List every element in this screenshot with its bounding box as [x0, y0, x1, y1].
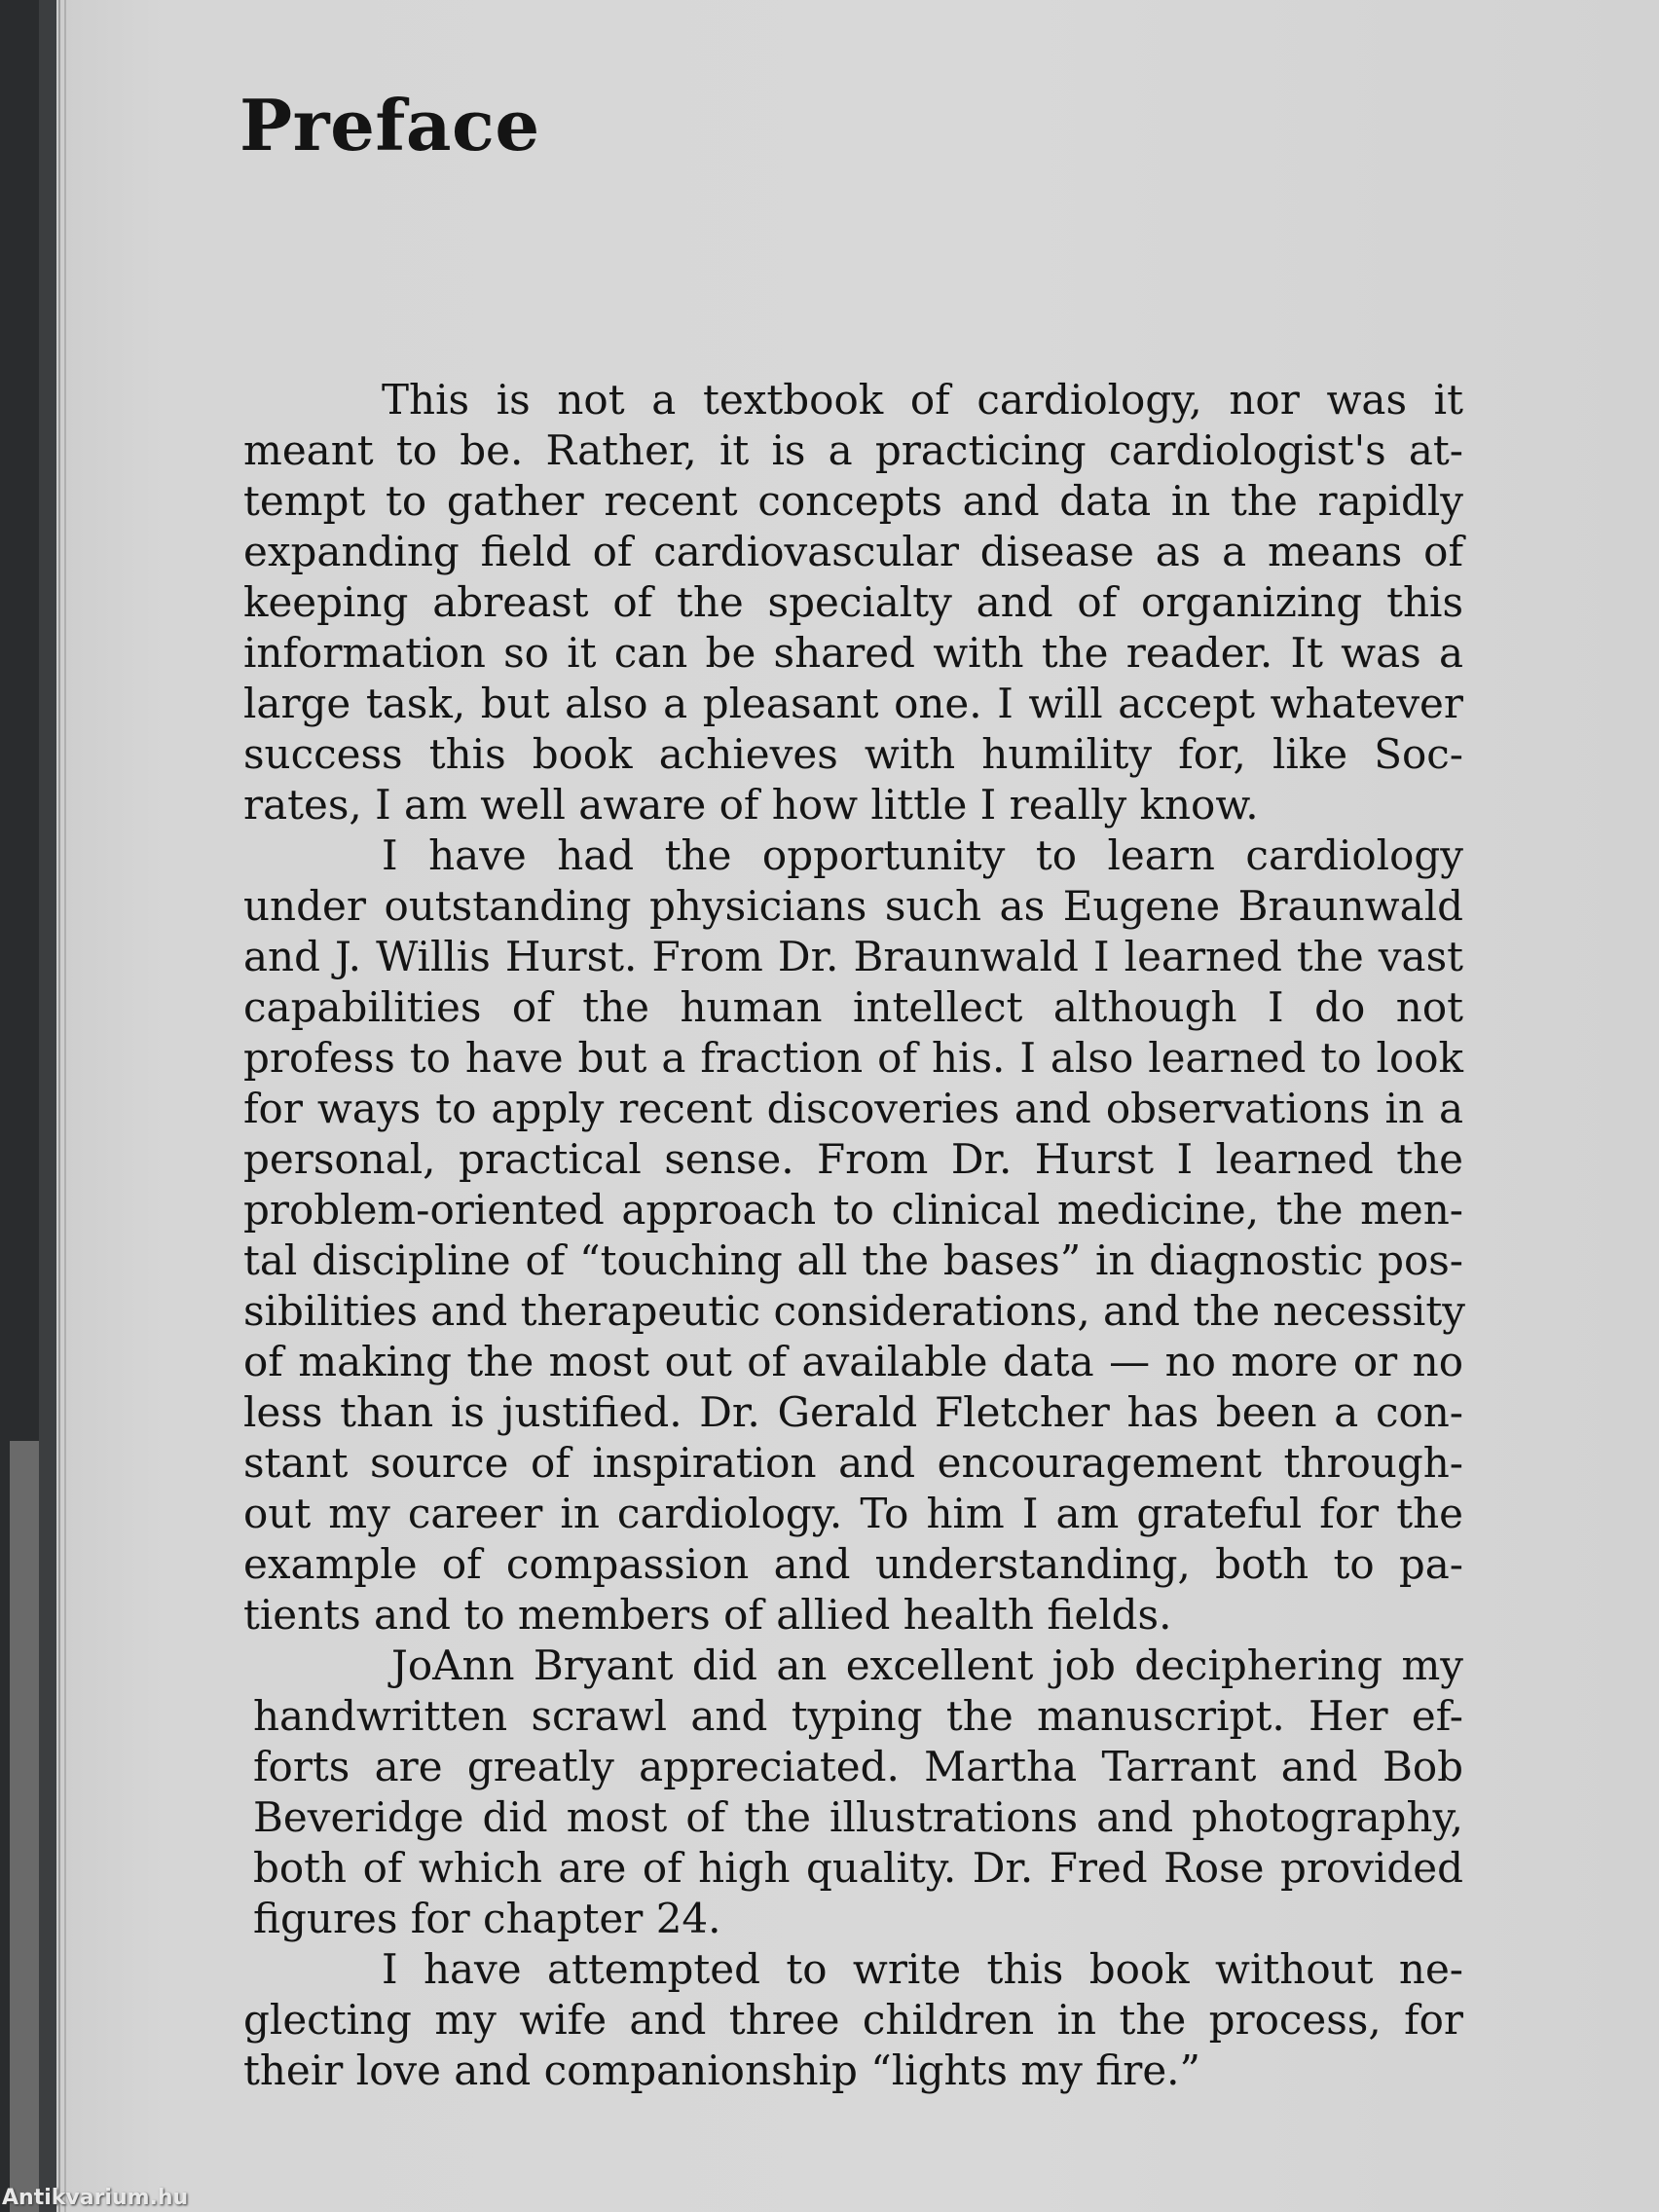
text-line: sibilities and therapeutic considerations, and the necessity [243, 1287, 1465, 1335]
text-line: of making the most out of available data — no more or no [243, 1338, 1463, 1385]
text-line: their love and companionship “lights my fire.” [243, 2046, 1201, 2094]
text-line: stant source of inspiration and encouragement through- [243, 1439, 1463, 1487]
text-line: I have had the opportunity to learn cardiology [382, 831, 1463, 879]
text-line: forts are greatly appreciated. Martha Tarrant and Bob [253, 1743, 1463, 1790]
text-line: out my career in cardiology. To him I am grateful for the [243, 1490, 1463, 1537]
text-line: profess to have but a fraction of his. I also learned to look [243, 1034, 1463, 1082]
text-line: keeping abreast of the specialty and of organizing this [243, 578, 1463, 626]
text-line: success this book achieves with humility for, like Soc- [243, 730, 1463, 778]
preface-body [243, 375, 1463, 2096]
paragraph [243, 830, 1463, 1641]
text-line: tients and to members of allied health fields. [243, 1591, 1172, 1639]
paragraph [243, 375, 1463, 830]
page-title: Preface [240, 84, 540, 166]
text-line: Beveridge did most of the illustrations and photography, [253, 1793, 1463, 1841]
text-line: glecting my wife and three children in the process, for [243, 1996, 1463, 2044]
text-line: personal, practical sense. From Dr. Hurst I learned the [243, 1135, 1463, 1183]
text-line: large task, but also a pleasant one. I will accept whatever [243, 680, 1463, 727]
text-line: tempt to gather recent concepts and data in the rapidly [243, 477, 1463, 525]
text-line: I have attempted to write this book without ne- [382, 1945, 1463, 1993]
text-line: handwritten scrawl and typing the manuscript. Her ef- [253, 1692, 1463, 1740]
text-line: and J. Willis Hurst. From Dr. Braunwald I learned the vast [243, 933, 1463, 980]
text-line: less than is justified. Dr. Gerald Fletcher has been a con- [243, 1388, 1463, 1436]
page-stack-edge [39, 0, 56, 2212]
text-line: problem-oriented approach to clinical medicine, the men- [243, 1186, 1463, 1234]
text-line: information so it can be shared with the reader. It was a [243, 629, 1463, 677]
text-line: for ways to apply recent discoveries and observations in a [243, 1085, 1463, 1132]
text-line: This is not a textbook of cardiology, nor was it [382, 376, 1463, 424]
text-line: tal discipline of “touching all the bases” in diagnostic pos- [243, 1236, 1463, 1284]
page-edge-line [58, 0, 60, 2212]
text-line: JoAnn Bryant did an excellent job deciphering my [391, 1641, 1463, 1689]
page-edge-line [64, 0, 66, 2212]
text-line: under outstanding physicians such as Eugene Braunwald [243, 882, 1463, 930]
text-line: expanding field of cardiovascular disease as a means of [243, 528, 1463, 575]
text-line: rates, I am well aware of how little I really know. [243, 781, 1259, 829]
text-line: example of compassion and understanding, both to pa- [243, 1540, 1463, 1588]
text-line: figures for chapter 24. [253, 1895, 721, 1942]
paragraph [243, 1944, 1463, 2096]
text-line: capabilities of the human intellect although I do not [243, 983, 1463, 1031]
watermark: Antikvarium.hu [2, 2186, 189, 2210]
text-line: meant to be. Rather, it is a practicing cardiologist's at- [243, 426, 1463, 474]
paragraph [253, 1641, 1463, 1944]
text-line: both of which are of high quality. Dr. Fred Rose provided [253, 1844, 1463, 1892]
